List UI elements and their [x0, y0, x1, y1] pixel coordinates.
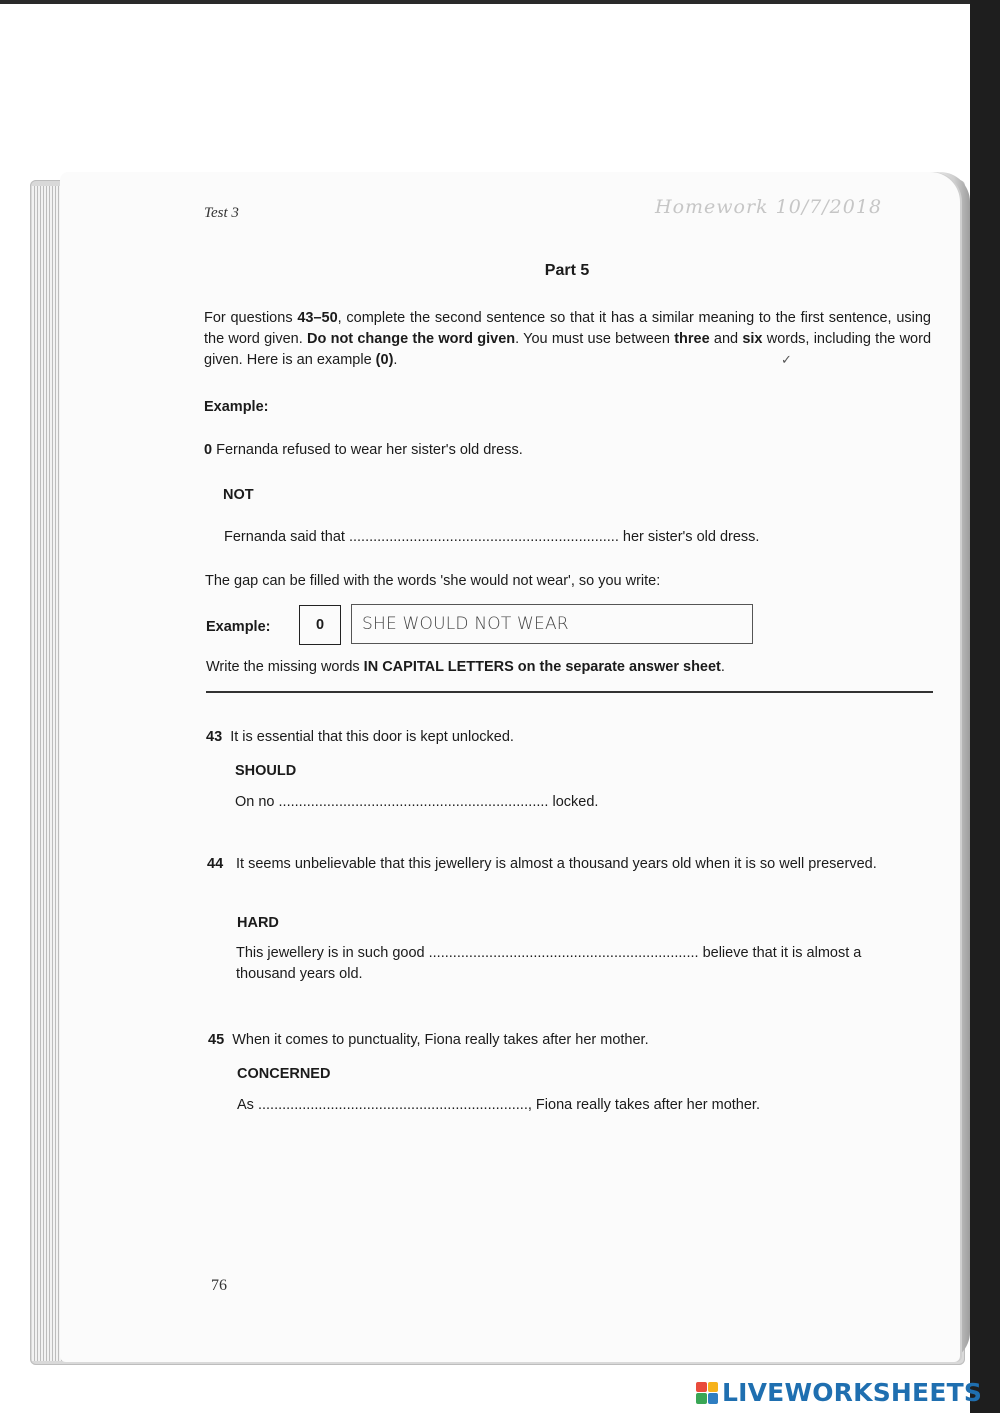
scanner-right-edge [970, 0, 1000, 1413]
scanner-top-edge [0, 0, 1000, 4]
example-explanation: The gap can be filled with the words 'she would not wear', so you write: [205, 573, 661, 589]
example-heading: Example: [204, 399, 269, 415]
pencil-tick-mark: ✓ [781, 352, 792, 367]
liveworksheets-watermark [696, 1378, 982, 1407]
part-title: Part 5 [544, 262, 590, 279]
section-divider [206, 691, 933, 693]
question-45-gap: As ..................................................................., Fiona really takes after her mother. [237, 1097, 760, 1113]
question-43-sentence: 43 It is essential that this door is kept unlocked. [206, 729, 514, 745]
question-43-gap: On no ................................................................... locked. [235, 794, 599, 810]
page-number: 76 [211, 1277, 227, 1294]
example-number-box: 0 [299, 605, 341, 645]
handwritten-note: Homework 10/7/2018 [655, 196, 883, 218]
question-45-sentence: 45 When it comes to punctuality, Fiona really takes after her mother. [208, 1032, 649, 1048]
example-sentence: 0 Fernanda refused to wear her sister's old dress. [204, 442, 523, 458]
question-44-keyword: HARD [237, 915, 279, 931]
example-keyword: NOT [223, 487, 254, 503]
running-title: Test 3 [204, 205, 239, 221]
question-45-keyword: CONCERNED [237, 1066, 331, 1082]
question-44-sentence: 44 It seems unbelievable that this jewellery is almost a thousand years old when it is so well preserved. [207, 856, 877, 872]
example-label: Example: [206, 619, 271, 635]
instructions: For questions 43–50, complete the second sentence so that it has a similar meaning to the first sentence, using the word given. Do not change the word given. You must use between three and six words, including the word given. Here is an example (0). [204, 310, 932, 368]
write-note: Write the missing words IN CAPITAL LETTERS on the separate answer sheet. [206, 659, 725, 675]
question-44-gap: This jewellery is in such good ................................................................... believe that it is almost a thousand years old. [236, 945, 862, 982]
example-answer-box: SHE WOULD NOT WEAR [351, 604, 753, 644]
liveworksheets-logo-icon [696, 1382, 718, 1404]
question-43-keyword: SHOULD [235, 763, 297, 779]
page-stack-edges [32, 186, 62, 1361]
liveworksheets-wordmark: LIVEWORKSHEETS [722, 1378, 983, 1407]
example-gap-sentence: Fernanda said that ................................................................... her sister's old dress. [224, 529, 760, 545]
